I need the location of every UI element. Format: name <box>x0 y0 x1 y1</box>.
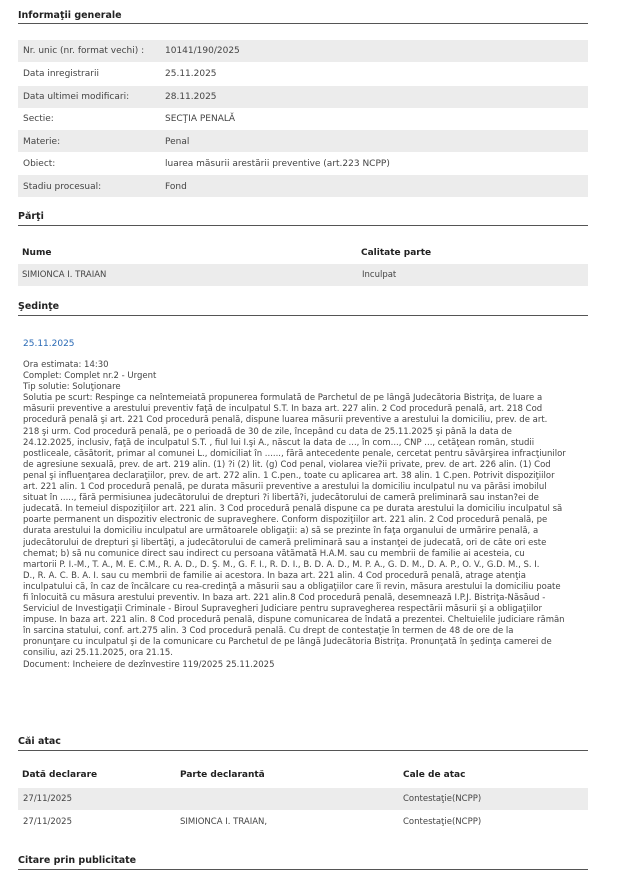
hearing-text-line: procedură penală şi art. 221 Cod procedură penală, dispune luarea măsurii preventive a arestului la domiciliu, prev. de art. <box>23 415 548 426</box>
appeal-type: Contestaţie(NCPP) <box>403 794 482 804</box>
section-divider <box>18 869 588 870</box>
hearing-text-line: durata arestului la domiciliu inculpatul are următoarele obligaţii: a) să se prezinte în faţa organului de urmărire penală, a <box>23 526 539 537</box>
hearing-text-line: Complet: Complet nr.2 - Urgent <box>23 371 157 382</box>
hearing-text-line: situat în ....., fără permisiunea judecătorului de drepturi ?i libertă?i, judecătorului de cameră preliminară sau instan?ei de <box>23 493 539 504</box>
case-number-value: 10141/190/2025 <box>165 46 240 56</box>
hearing-text-line: Tip solutie: Soluţionare <box>23 382 121 393</box>
hearing-text-line: postliceale, căsătorit, primar al comunei L., domiciliat în ......, fără antecedente penale, cercetat pentru săvârşirea infracţiunilor <box>23 448 566 459</box>
field-label: Data inregistrarii <box>23 69 99 79</box>
hearing-text-line: poarte permanent un dispozitiv electronic de supraveghere. Conform dispoziţiilor art. 221 alin. 2 Cod procedură penală, pe <box>23 515 548 526</box>
section-title-parties: Părţi <box>18 211 44 222</box>
registration-date-value: 25.11.2025 <box>165 69 217 79</box>
table-row <box>18 788 588 810</box>
hearing-text-line: fi înlocuită cu măsura arestului preventiv. În baza art. 221 alin.8 Cod procedură penală, desemnează I.P.J. Bistriţa-Năsăud - <box>23 592 546 603</box>
section-title-appeals: Căi atac <box>18 736 61 747</box>
object-value: luarea măsurii arestării preventive (art.223 NCPP) <box>165 159 390 169</box>
column-header-appeal-type: Cale de atac <box>403 770 466 780</box>
hearing-details <box>23 360 591 671</box>
column-header-role: Calitate parte <box>361 248 432 258</box>
appeal-date: 27/11/2025 <box>23 794 72 804</box>
hearing-text-line: art. 221 alin. 1 Cod procedură penală, pe durata măsurii preventive a arestului la domiciliu inculpatul nu va părăsi imobilul <box>23 482 547 493</box>
hearing-text-line: inculpatului că, în caz de încălcare cu rea-credinţă a măsurii sau a obligaţiilor care îi revin, măsura arestului la domiciliu poate <box>23 581 561 592</box>
appeal-party: SIMIONCA I. TRAIAN, <box>180 817 268 827</box>
section-title-hearings: Şedinţe <box>18 301 60 312</box>
table-row <box>18 264 588 286</box>
matter-value: Penal <box>165 137 190 147</box>
appeal-date: 27/11/2025 <box>23 817 72 827</box>
section-value: SECŢIA PENALĂ <box>165 114 236 124</box>
hearing-text-line: 24.12.2025, inclusiv, faţă de inculpatul S.T. , fiul lui I.şi A., născut la data de ..., în com..., CNP ..., cetăţean român, studii <box>23 437 535 448</box>
hearing-text-line: în sarcina statului, conf. art.275 alin. 3 Cod procedură penală. Cu drept de contestaţie în termen de 48 de ore de la <box>23 626 514 637</box>
hearing-text-line: penal şi influenţarea declaraţiilor, prev. de art. 272 alin. 1 C.pen., toate cu aplicarea art. 38 alin. 1 C.pen. Potrivit dispoziţiilor <box>23 470 555 481</box>
last-modified-value: 28.11.2025 <box>165 92 217 102</box>
party-role: Inculpat <box>362 270 397 280</box>
hearing-date-link[interactable]: 25.11.2025 <box>23 339 75 349</box>
procedural-stage-value: Fond <box>165 182 187 192</box>
party-name: SIMIONCA I. TRAIAN <box>22 270 107 280</box>
hearing-text-line: consiliu, azi 25.11.2025, ora 21.15. <box>23 648 174 659</box>
section-title-public-summons: Citare prin publicitate <box>18 855 137 866</box>
hearing-text-line: judecătorului de drepturi şi libertăţi, a judecătorului de cameră preliminară sau a instanţei de judecată, ori de câte ori este <box>23 537 547 548</box>
hearing-text-line: Ora estimata: 14:30 <box>23 360 109 370</box>
field-label: Materie: <box>23 137 61 147</box>
hearing-text-line: chemat; b) să nu comunice direct sau indirect cu persoana vătămată H.A.M. sau cu membrii de familie ai acesteia, cu <box>23 548 525 559</box>
field-label: Data ultimei modificari: <box>23 92 130 102</box>
hearing-text-line: 218 şi urm. Cod procedură penală, pe o perioadă de 30 de zile, începând cu data de 25.11.2025 şi până la data de <box>23 426 512 437</box>
section-divider <box>18 225 588 226</box>
section-divider <box>18 23 588 24</box>
field-label: Sectie: <box>23 114 54 124</box>
hearing-text-line: impuse. În baza art. 221 alin. 8 Cod procedură penală, dispune comunicarea de îndată a prezentei. Cheltuielile judiciare rămân <box>23 615 565 626</box>
hearing-text-line: martorii P. I.-M., T. A., M. E. C.M., R. A. D., D. Ş. M., G. F. I., R. D. I., B. D. A. D., M. P. A., G. D. M., D. A. P., O. V., G.D. M., S. I. <box>23 559 540 570</box>
hearing-text-line: Serviciul de Investigaţii Criminale - Biroul Supravegheri Judiciare pentru supravegherea respectării măsurii şi a obligaţiilor <box>23 604 543 615</box>
hearing-text-line: judecată. În temeiul dispoziţiilor art. 221 alin. 3 Cod procedură penală dispune ca pe durata arestului la domiciliu inculpatul să <box>23 504 563 515</box>
hearing-text-line: Solutia pe scurt: Respinge ca neîntemeiată propunerea formulată de Parchetul de pe lângă Judecătoria Bistriţa, de luare a <box>23 393 543 404</box>
hearing-text-line: pronunţare cu inculpatul şi de la comunicare cu Parchetul de pe lângă Judecătoria Bistriţa. Pronunţată în şedinţa camerei de <box>23 637 552 648</box>
column-header-declaration-date: Dată declarare <box>22 770 98 780</box>
section-divider <box>18 315 588 316</box>
column-header-name: Nume <box>22 248 52 258</box>
table-row <box>18 811 588 833</box>
section-title-general: Informaţii generale <box>18 10 122 21</box>
column-header-declaring-party: Parte declarantă <box>180 770 265 780</box>
field-row-stripe <box>18 130 588 152</box>
hearing-text-line: de agresiune sexuală, prev. de art. 219 alin. (1) ?i (2) lit. (g) Cod penal, violarea vie?ii private, prev. de art. 226 alin. (1) Cod <box>23 459 551 470</box>
field-label: Stadiu procesual: <box>23 182 102 192</box>
field-label: Obiect: <box>23 159 56 169</box>
field-label: Nr. unic (nr. format vechi) : <box>23 46 145 56</box>
field-row-stripe <box>18 175 588 197</box>
section-divider <box>18 750 588 751</box>
hearing-text-line: Document: Încheiere de dezînvestire 119/2025 25.11.2025 <box>23 659 275 670</box>
hearing-text-line: D., R. A. C. B. A. I. sau cu membrii de familie ai acestora. În baza art. 221 alin. 4 Cod procedură penală, atrage atenţia <box>23 570 526 581</box>
hearing-text-line: măsurii preventive a arestului preventiv faţă de inculpatul S.T. În baza art. 227 alin. 2 Cod procedură penală, art. 218 Cod <box>23 404 543 415</box>
appeal-type: Contestaţie(NCPP) <box>403 817 482 827</box>
